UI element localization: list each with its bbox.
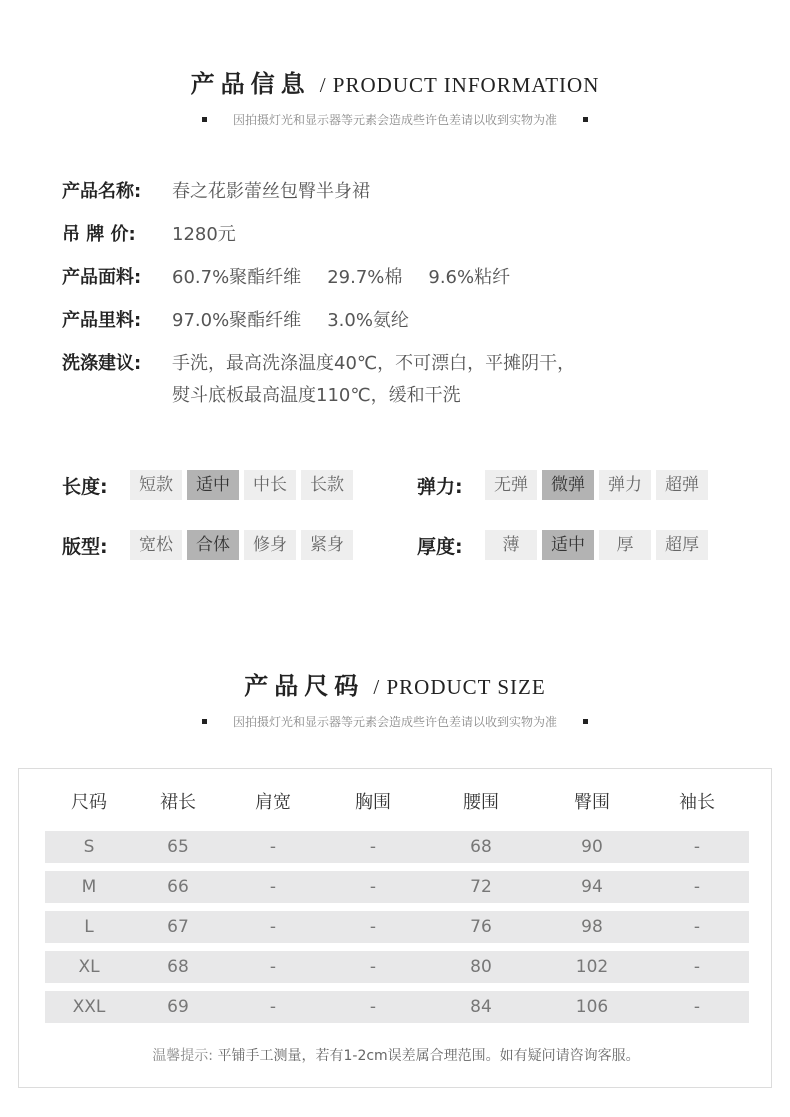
product-name-label: 产品名称:: [62, 181, 142, 202]
table-cell: 80: [470, 957, 492, 977]
column-header: 尺码: [71, 792, 107, 813]
size-subtitle: [0, 713, 790, 730]
table-row: [45, 991, 749, 1023]
elasticity-option[interactable]: 无弹: [485, 470, 537, 500]
thickness-option[interactable]: 适中: [542, 530, 594, 560]
fit-option[interactable]: 修身: [244, 530, 296, 560]
product-name-value: 春之花影蕾丝包臀半身裙: [172, 181, 370, 202]
lining-row: [62, 305, 742, 337]
table-cell: 68: [167, 957, 189, 977]
elasticity-label: 弹力:: [417, 475, 463, 498]
elasticity-attribute: [417, 470, 713, 500]
size-section-header: [0, 666, 790, 730]
wash-line-2: 熨斗底板最高温度110℃，缓和干洗: [172, 385, 461, 406]
table-cell: 66: [167, 877, 189, 897]
table-cell: 65: [167, 837, 189, 857]
elasticity-option[interactable]: 超弹: [656, 470, 708, 500]
fit-option[interactable]: 合体: [187, 530, 239, 560]
table-cell: -: [269, 877, 277, 897]
size-note-text: 平铺手工测量，若有1-2cm误差属合理范围。如有疑问请咨询客服。: [217, 1048, 640, 1064]
table-cell: 98: [581, 917, 603, 937]
table-cell: -: [369, 957, 377, 977]
table-cell: -: [369, 917, 377, 937]
table-cell: 94: [581, 877, 603, 897]
table-cell: 106: [575, 997, 609, 1017]
column-header: 臀围: [574, 792, 610, 813]
attr-line-1: [62, 470, 742, 500]
column-header: 肩宽: [255, 792, 291, 813]
table-cell: -: [269, 917, 277, 937]
fabric-label: 产品面料:: [62, 267, 142, 288]
length-option[interactable]: 短款: [130, 470, 182, 500]
bullet-icon: [202, 719, 207, 724]
size-title-cn: 产品尺码: [244, 672, 365, 700]
size-table: [18, 768, 772, 1088]
table-row: [45, 911, 749, 943]
table-cell: -: [693, 997, 701, 1017]
table-cell: S: [83, 837, 95, 857]
lining-label: 产品里料:: [62, 310, 142, 331]
fabric-part: 60.7%聚酯纤维: [172, 267, 302, 288]
fit-attribute: [62, 530, 358, 560]
wash-row: [62, 348, 742, 412]
size-subtitle-text: 因拍摄灯光和显示器等元素会造成些许色差请以收到实物为准: [232, 715, 557, 729]
length-option[interactable]: 中长: [244, 470, 296, 500]
size-title: [0, 666, 790, 701]
length-label: 长度:: [62, 475, 108, 498]
table-cell: 84: [470, 997, 492, 1017]
wash-line-1: 手洗，最高洗涤温度40℃，不可漂白，平摊阴干，: [172, 353, 576, 374]
table-cell: -: [269, 997, 277, 1017]
table-cell: XXL: [72, 997, 106, 1017]
info-subtitle-text: 因拍摄灯光和显示器等元素会造成些许色差请以收到实物为准: [232, 113, 557, 127]
fabric-value: [172, 262, 536, 294]
lining-part: 3.0%氨纶: [327, 310, 409, 331]
table-cell: -: [269, 837, 277, 857]
fit-option[interactable]: 宽松: [130, 530, 182, 560]
length-option[interactable]: 适中: [187, 470, 239, 500]
info-subtitle: [0, 111, 790, 128]
elasticity-option[interactable]: 弹力: [599, 470, 651, 500]
lining-part: 97.0%聚酯纤维: [172, 310, 302, 331]
table-cell: M: [81, 877, 97, 897]
thickness-attribute: [417, 530, 713, 560]
length-option[interactable]: 长款: [301, 470, 353, 500]
table-cell: 67: [167, 917, 189, 937]
table-cell: 76: [470, 917, 492, 937]
table-cell: -: [693, 877, 701, 897]
bullet-icon: [202, 117, 207, 122]
table-cell: -: [369, 997, 377, 1017]
table-cell: 90: [581, 837, 603, 857]
fabric-part: 29.7%棉: [327, 267, 403, 288]
wash-value: [172, 348, 575, 412]
table-cell: -: [693, 957, 701, 977]
table-cell: -: [693, 917, 701, 937]
table-cell: XL: [78, 957, 100, 977]
table-cell: -: [693, 837, 701, 857]
price-label: 吊 牌 价:: [62, 224, 136, 245]
bullet-icon: [583, 117, 588, 122]
attr-line-2: [62, 530, 742, 560]
product-name-row: [62, 176, 742, 208]
bullet-icon: [583, 719, 588, 724]
elasticity-option[interactable]: 微弹: [542, 470, 594, 500]
column-header: 胸围: [355, 792, 391, 813]
table-cell: 102: [575, 957, 609, 977]
table-row: [45, 951, 749, 983]
size-note-label: 温馨提示:: [152, 1048, 214, 1064]
size-title-en: / PRODUCT SIZE: [373, 675, 546, 699]
info-title-cn: 产品信息: [190, 70, 311, 98]
fit-option[interactable]: 紧身: [301, 530, 353, 560]
thickness-option[interactable]: 超厚: [656, 530, 708, 560]
size-table-header: [45, 791, 749, 815]
fabric-row: [62, 262, 742, 294]
table-cell: -: [269, 957, 277, 977]
table-cell: 68: [470, 837, 492, 857]
table-cell: -: [369, 877, 377, 897]
column-header: 袖长: [679, 792, 715, 813]
fit-label: 版型:: [62, 535, 108, 558]
column-header: 裙长: [160, 792, 196, 813]
table-row: [45, 831, 749, 863]
thickness-label: 厚度:: [417, 535, 463, 558]
price-value: 1280元: [172, 224, 236, 245]
lining-value: [172, 305, 435, 337]
fabric-part: 9.6%粘纤: [428, 267, 511, 288]
info-section-header: [0, 64, 790, 128]
attribute-panel: [62, 470, 742, 590]
thickness-option[interactable]: 厚: [599, 530, 651, 560]
size-note: [19, 1045, 773, 1065]
table-row: [45, 871, 749, 903]
column-header: 腰围: [463, 792, 499, 813]
table-cell: L: [84, 917, 94, 937]
thickness-option[interactable]: 薄: [485, 530, 537, 560]
info-title-en: / PRODUCT INFORMATION: [319, 73, 600, 97]
table-cell: -: [369, 837, 377, 857]
length-attribute: [62, 470, 358, 500]
table-cell: 69: [167, 997, 189, 1017]
product-info-list: [62, 176, 742, 423]
table-cell: 72: [470, 877, 492, 897]
info-title: [0, 64, 790, 99]
price-row: [62, 219, 742, 251]
wash-label: 洗涤建议:: [62, 353, 142, 374]
